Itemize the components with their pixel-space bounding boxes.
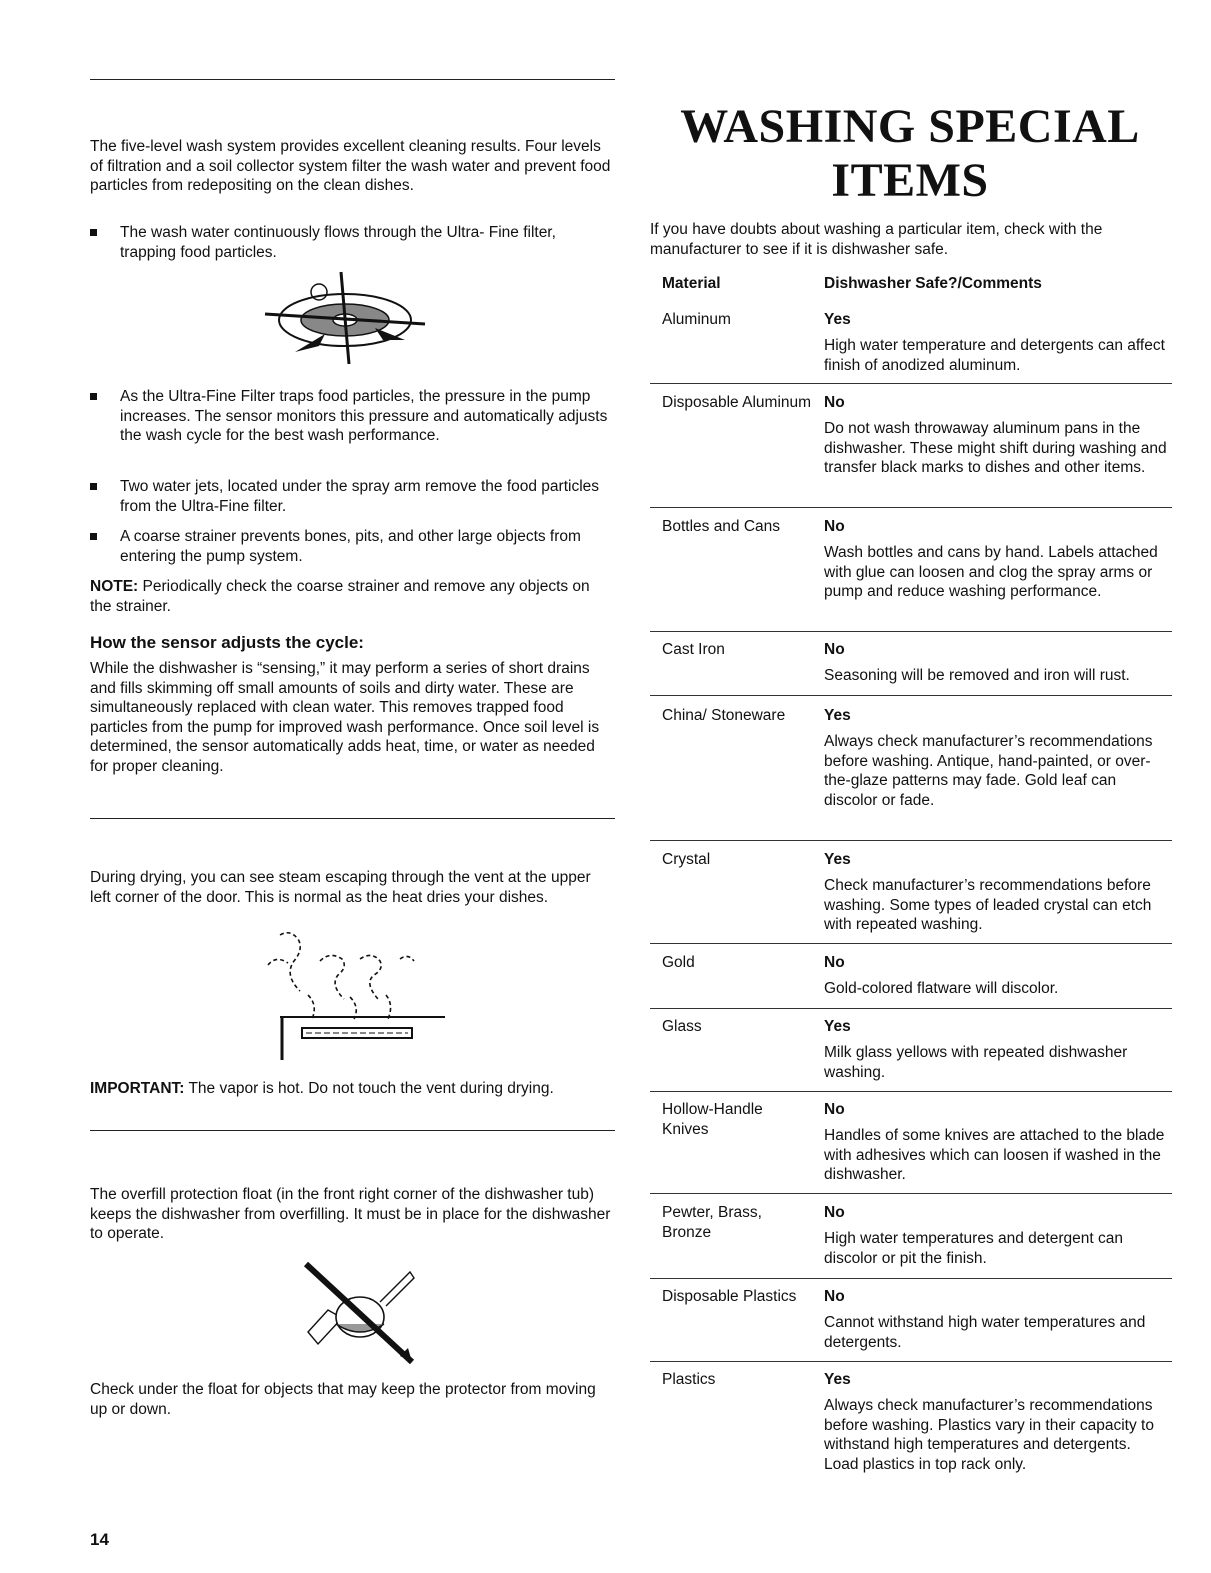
comment-cell: Cannot withstand high water temperatures and detergents. xyxy=(824,1314,1146,1351)
list-item: As the Ultra-Fine Filter traps food particles, the pressure in the pump increases. The sensor monitors this pressure and automatically adjusts the wash cycle for the best wash performance. xyxy=(90,387,615,446)
bullet-icon xyxy=(90,393,97,400)
row-divider xyxy=(650,631,1172,632)
comment-cell: High water temperatures and detergent can discolor or pit the finish. xyxy=(824,1230,1123,1267)
list-item: Two water jets, located under the spray arm remove the food particles from the Ultra-Fine filter. xyxy=(90,477,615,516)
important-paragraph xyxy=(90,1079,560,1099)
sensor-heading: How the sensor adjusts the cycle: xyxy=(90,633,364,652)
comment-cell: High water temperature and detergents can affect finish of anodized aluminum. xyxy=(824,337,1165,374)
safe-verdict: Yes xyxy=(824,1371,851,1388)
check-paragraph: Check under the float for objects that may keep the protector from moving up or down. xyxy=(90,1381,596,1418)
section-rule xyxy=(90,818,615,819)
comment-cell: Gold-colored flatware will discolor. xyxy=(824,980,1059,997)
title-line-2: ITEMS xyxy=(831,154,989,207)
page-title xyxy=(650,100,1170,208)
material-cell: Gold xyxy=(662,954,695,971)
comment-cell: Wash bottles and cans by hand. Labels attached with glue can loosen and clog the spray arms or pump and reduce washing performance. xyxy=(824,544,1158,600)
safe-verdict: Yes xyxy=(824,707,851,724)
safe-verdict: No xyxy=(824,1288,845,1305)
row-divider xyxy=(650,507,1172,508)
drying-paragraph: During drying, you can see steam escaping through the vent at the upper left corner of the door. This is normal as the heat dries your dishes. xyxy=(90,869,591,906)
row-divider xyxy=(650,840,1172,841)
material-cell: Plastics xyxy=(662,1371,716,1388)
filter-illustration xyxy=(255,268,435,368)
comment-cell: Always check manufacturer’s recommendations before washing. Plastics vary in their capacity to withstand high temperatures and detergents. Load plastics in top rack only. xyxy=(824,1397,1154,1473)
comment-cell: Milk glass yellows with repeated dishwasher washing. xyxy=(824,1044,1128,1081)
safe-verdict: No xyxy=(824,1101,845,1118)
safe-verdict: Yes xyxy=(824,851,851,868)
safe-verdict: Yes xyxy=(824,1018,851,1035)
column-header-material: Material xyxy=(662,275,721,292)
row-divider xyxy=(650,1361,1172,1362)
float-illustration xyxy=(300,1262,430,1372)
top-rule xyxy=(90,79,615,80)
section-rule xyxy=(90,1130,615,1131)
note-label: NOTE: xyxy=(90,578,139,595)
row-divider xyxy=(650,1193,1172,1194)
intro-paragraph: The five-level wash system provides excellent cleaning results. Four levels of filtration and a soil collector system filter the wash water and prevent food particles from redepositing on the clean dishes. xyxy=(90,138,611,194)
title-line-1: WASHING SPECIAL xyxy=(680,100,1140,153)
safe-verdict: Yes xyxy=(824,311,851,328)
note-paragraph xyxy=(90,577,615,616)
material-cell: Hollow-Handle Knives xyxy=(662,1101,763,1138)
material-cell: Crystal xyxy=(662,851,711,868)
material-cell: Disposable Plastics xyxy=(662,1288,797,1305)
row-divider xyxy=(650,1091,1172,1092)
sensor-paragraph: While the dishwasher is “sensing,” it may perform a series of short drains and fills skimming off small amounts of soils and dirty water. These are simultaneously replaced with clean water. This removes trapped food particles from the pump for improved wash performance. Once soil level is determined, the sensor automatically adds heat, time, or water as needed for proper cleaning. xyxy=(90,660,600,775)
bullet-icon xyxy=(90,229,97,236)
material-cell: Aluminum xyxy=(662,311,731,328)
float-paragraph: The overfill protection float (in the front right corner of the dishwasher tub) keeps the dishwasher from overfilling. It must be in place for the dishwasher to operate. xyxy=(90,1186,611,1242)
material-cell: China/ Stoneware xyxy=(662,707,786,724)
material-cell: Glass xyxy=(662,1018,702,1035)
important-label: IMPORTANT: xyxy=(90,1080,185,1097)
safe-verdict: No xyxy=(824,1204,845,1221)
bullet-icon xyxy=(90,483,97,490)
row-divider xyxy=(650,1278,1172,1279)
material-cell: Cast Iron xyxy=(662,641,725,658)
safe-verdict: No xyxy=(824,518,845,535)
material-cell: Disposable Aluminum xyxy=(662,394,812,411)
material-cell: Pewter, Brass, Bronze xyxy=(662,1204,762,1241)
row-divider xyxy=(650,695,1172,696)
row-divider xyxy=(650,1008,1172,1009)
important-text: The vapor is hot. Do not touch the vent during drying. xyxy=(184,1080,554,1097)
comment-cell: Do not wash throwaway aluminum pans in the dishwasher. These might shift during washing and transfer black marks to dishes and other items. xyxy=(824,420,1167,476)
row-divider xyxy=(650,383,1172,384)
comment-cell: Check manufacturer’s recommendations before washing. Some types of leaded crystal can etch with repeated washing. xyxy=(824,877,1152,933)
column-header-comments: Dishwasher Safe?/Comments xyxy=(824,275,1042,292)
page-number: 14 xyxy=(90,1530,109,1549)
right-intro: If you have doubts about washing a particular item, check with the manufacturer to see if it is dishwasher safe. xyxy=(650,221,1103,258)
row-divider xyxy=(650,943,1172,944)
bullet-icon xyxy=(90,533,97,540)
list-item: The wash water continuously flows through the Ultra- Fine filter, trapping food particles. xyxy=(90,223,615,262)
steam-vent-illustration xyxy=(260,925,450,1065)
safe-verdict: No xyxy=(824,641,845,658)
note-text: Periodically check the coarse strainer and remove any objects on the strainer. xyxy=(90,578,590,615)
safe-verdict: No xyxy=(824,394,845,411)
comment-cell: Handles of some knives are attached to the blade with adhesives which can loosen if washed in the dishwasher. xyxy=(824,1127,1165,1183)
list-item: A coarse strainer prevents bones, pits, and other large objects from entering the pump system. xyxy=(90,527,615,566)
comment-cell: Always check manufacturer’s recommendations before washing. Antique, hand-painted, or over-the-glaze patterns may fade. Gold leaf can discolor or fade. xyxy=(824,733,1153,809)
safe-verdict: No xyxy=(824,954,845,971)
material-cell: Bottles and Cans xyxy=(662,518,781,535)
comment-cell: Seasoning will be removed and iron will rust. xyxy=(824,667,1130,684)
